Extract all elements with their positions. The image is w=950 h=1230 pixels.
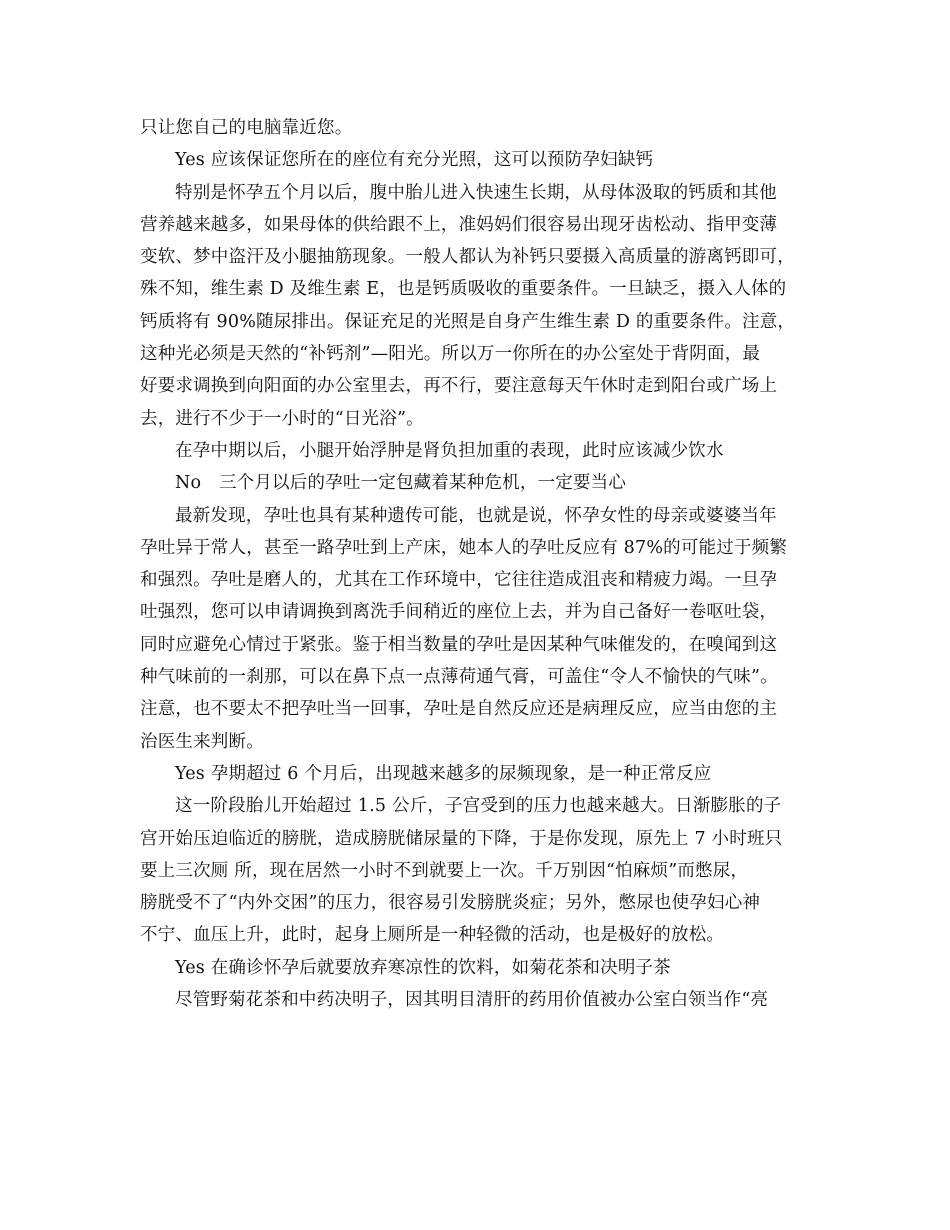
text-line: 好要求调换到向阳面的办公室里去，再不行，要注意每天午休时走到阳台或广场上 [140,376,778,397]
paragraph-first-line: 尽管野菊花茶和中药决明子，因其明目清肝的药用价值被办公室白领当作“亮 [175,990,769,1011]
text-line: 宫开始压迫临近的膀胱，造成膀胱储尿量的下降，于是你发现，原先上 7 小时班只 [140,828,783,849]
paragraph-first-line: Yes 在确诊怀孕后就要放弃寒凉性的饮料，如菊花茶和决明子茶 [175,957,671,978]
text-line: 和强烈。孕吐是磨人的，尤其在工作环境中，它往往造成沮丧和精疲力竭。一旦孕 [140,570,778,591]
text-line: 种气味前的一刹那，可以在鼻下点一点薄荷通气膏，可盖住“令人不愉快的气味”。 [140,667,778,688]
text-line: 不宁、血压上升，此时，起身上厕所是一种轻微的活动，也是极好的放松。 [140,925,725,946]
paragraph-first-line: Yes 孕期超过 6 个月后，出现越来越多的尿频现象，是一种正常反应 [175,763,712,784]
paragraph-first-line: No 三个月以后的孕吐一定包藏着某种危机，一定要当心 [175,473,627,494]
text-line: 只让您自己的电脑靠近您。 [140,118,353,138]
text-line: 孕吐异于常人，甚至一路孕吐到上产床，她本人的孕吐反应有 87%的可能过于频繁 [140,537,788,558]
text-line: 营养越来越多，如果母体的供给跟不上，准妈妈们很容易出现牙齿松动、指甲变薄 [140,214,778,235]
paragraph-first-line: 这一阶段胎儿开始超过 1.5 公斤，子宫受到的压力也越来越大。日渐膨胀的子 [175,796,782,817]
text-line: 吐强烈，您可以申请调换到离洗手间稍近的座位上去，并为自己备好一卷呕吐袋， [140,602,778,623]
paragraph-first-line: 最新发现，孕吐也具有某种遗传可能，也就是说，怀孕女性的母亲或婆婆当年 [175,505,777,526]
text-line: 同时应避免心情过于紧张。鉴于相当数量的孕吐是因某种气味催发的，在嗅闻到这 [140,634,778,655]
text-line: 去，进行不少于一小时的“日光浴”。 [140,408,424,429]
text-line: 钙质将有 90%随尿排出。保证充足的光照是自身产生维生素 D 的重要条件。注意， [140,311,796,332]
text-line: 膀胱受不了“内外交困”的压力，很容易引发膀胱炎症；另外，憋尿也使孕妇心神 [140,893,761,914]
document-page [140,112,820,1016]
paragraph-first-line: 在孕中期以后，小腿开始浮肿是肾负担加重的表现，此时应该减少饮水 [175,440,724,461]
paragraph-first-line: Yes 应该保证您所在的座位有充分光照，这可以预防孕妇缺钙 [175,150,654,171]
text-line: 注意，也不要太不把孕吐当一回事，孕吐是自然反应还是病理反应，应当由您的主 [140,699,778,720]
text-line: 这种光必须是天然的“补钙剂”—阳光。所以万一你所在的办公室处于背阴面，最 [140,344,761,365]
paragraph-first-line: 特别是怀孕五个月以后，腹中胎儿进入快速生长期，从母体汲取的钙质和其他 [175,182,777,203]
text-line: 要上三次厕 所，现在居然一小时不到就要上一次。千万别因“怕麻烦”而憋尿， [140,860,749,881]
document-body [140,112,820,1016]
text-line: 殊不知，维生素 D 及维生素 E，也是钙质吸收的重要条件。一旦缺乏，摄入人体的 [140,279,787,300]
text-line: 治医生来判断。 [140,731,264,752]
text-line: 变软、梦中盗汗及小腿抽筋现象。一般人都认为补钙只要摄入高质量的游离钙即可， [140,247,795,268]
